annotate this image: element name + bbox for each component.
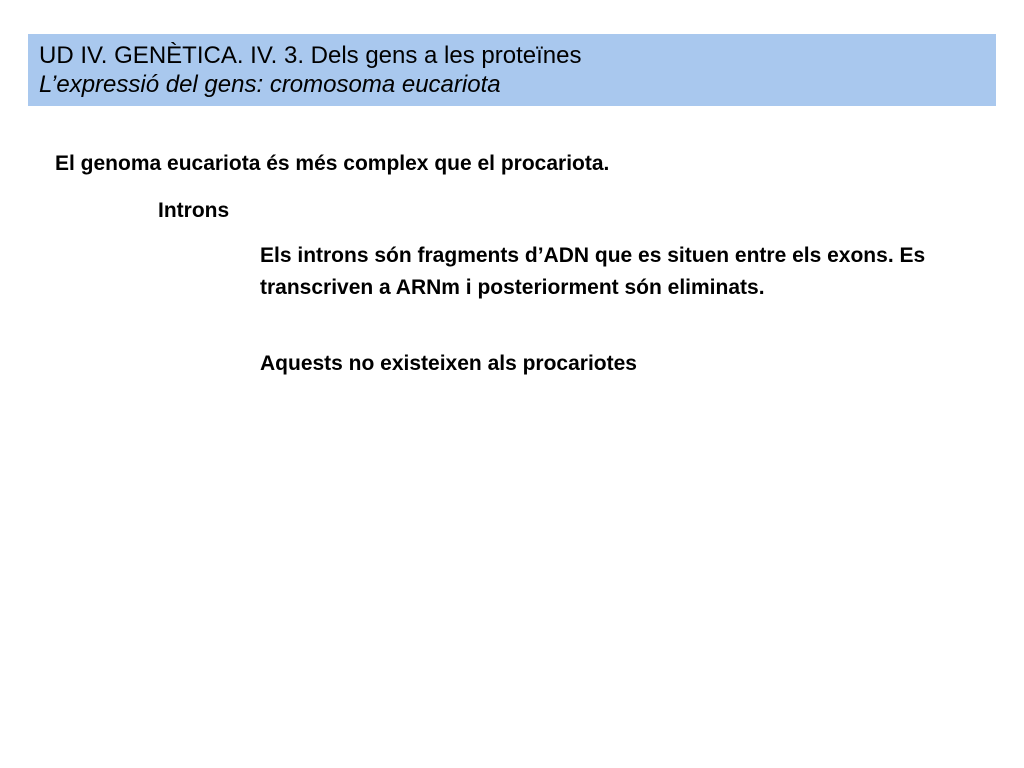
introns-definition-paragraph: Els introns són fragments d’ADN que es situen entre els exons. Es transcriven a ARNm i posteriorment són eliminats. <box>260 244 926 299</box>
slide-subtitle: L’expressió del gens: cromosoma eucariota <box>39 71 501 98</box>
slide-title: UD IV. GENÈTICA. IV. 3. Dels gens a les proteïnes <box>39 42 582 69</box>
section-heading-introns: Introns <box>158 199 230 222</box>
prokaryote-note-paragraph: Aquests no existeixen als procariotes <box>260 352 637 375</box>
intro-text: El genoma eucariota és més complex que el procariota. <box>55 152 610 175</box>
